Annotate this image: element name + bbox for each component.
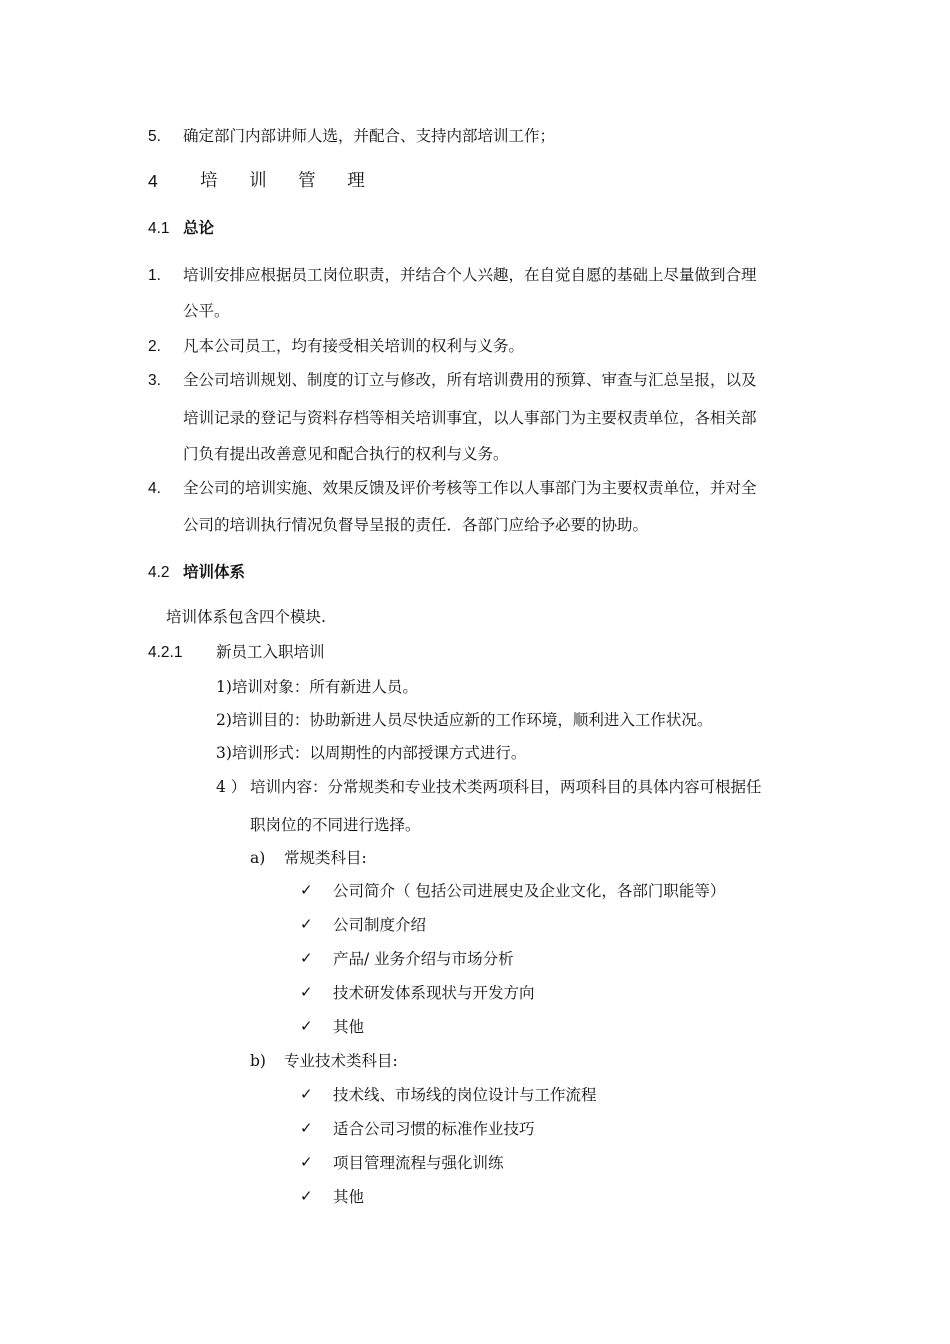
subsection-number: 4.2 — [148, 564, 170, 581]
checklist-item: 项目管理流程与强化训练 — [333, 1154, 504, 1172]
check-icon: ✓ — [300, 1119, 313, 1137]
checklist-item: 适合公司习惯的标准作业技巧 — [333, 1120, 535, 1138]
sublist-title: 专业技术类科目: — [284, 1052, 398, 1070]
subsubsection-number: 4.2.1 — [148, 644, 183, 661]
list-item-text: 3)培训形式：以周期性的内部授课方式进行。 — [216, 744, 527, 762]
list-item-line: 培训记录的登记与资料存档等相关培训事宜，以人事部门为主要权责单位，各相关部 — [183, 409, 757, 427]
list-number: 4 ） — [216, 778, 247, 796]
check-icon: ✓ — [300, 1187, 313, 1205]
list-item-text: 2)培训目的：协助新进人员尽快适应新的工作环境，顺利进入工作状况。 — [216, 711, 713, 729]
section-number: 4 — [148, 171, 158, 191]
list-number: 4. — [148, 480, 161, 497]
list-item-line: 全公司的培训实施、效果反馈及评价考核等工作以人事部门为主要权责单位，并对全 — [183, 479, 757, 497]
check-icon: ✓ — [300, 1153, 313, 1171]
check-icon: ✓ — [300, 983, 313, 1001]
list-item-line: 职岗位的不同进行选择。 — [250, 816, 421, 834]
list-number: 1. — [148, 267, 161, 284]
sublist-title: 常规类科目: — [284, 849, 367, 867]
list-item-line: 公平。 — [183, 302, 230, 320]
checklist-item: 其他 — [333, 1018, 365, 1036]
list-item-line: 门负有提出改善意见和配合执行的权利与义务。 — [183, 445, 509, 463]
checklist-item: 公司简介（ 包括公司进展史及企业文化，各部门职能等） — [333, 882, 726, 900]
subsection-title: 培训体系 — [183, 564, 246, 581]
list-item-line: 培训安排应根据员工岗位职责，并结合个人兴趣，在自觉自愿的基础上尽量做到合理 — [183, 266, 757, 284]
check-icon: ✓ — [300, 1017, 313, 1035]
checklist-item: 技术研发体系现状与开发方向 — [333, 984, 535, 1002]
section-title: 培 训 管 理 — [200, 171, 378, 191]
list-item-text: 确定部门内部讲师人选，并配合、支持内部培训工作； — [183, 127, 556, 145]
sublist-label: a) — [250, 849, 266, 867]
list-number: 3. — [148, 372, 161, 389]
checklist-item: 其他 — [333, 1188, 365, 1206]
list-number: 5. — [148, 128, 161, 145]
list-item-line: 全公司培训规划、制度的订立与修改，所有培训费用的预算、审查与汇总呈报，以及 — [183, 371, 757, 389]
list-item-line: 公司的培训执行情况负督导呈报的责任．各部门应给予必要的协助。 — [183, 516, 649, 534]
check-icon: ✓ — [300, 1085, 313, 1103]
check-icon: ✓ — [300, 881, 313, 899]
subsection-title: 总论 — [183, 220, 215, 237]
sublist-label: b) — [250, 1052, 266, 1070]
paragraph: 培训体系包含四个模块. — [166, 608, 326, 626]
list-item-text: 1)培训对象：所有新进人员。 — [216, 678, 418, 696]
subsection-number: 4.1 — [148, 220, 170, 237]
check-icon: ✓ — [300, 915, 313, 933]
checklist-item: 产品/ 业务介绍与市场分析 — [333, 950, 514, 968]
checklist-item: 公司制度介绍 — [333, 916, 427, 934]
list-item-line: 培训内容：分常规类和专业技术类两项科目，两项科目的具体内容可根据任 — [250, 778, 762, 796]
check-icon: ✓ — [300, 949, 313, 967]
checklist-item: 技术线、市场线的岗位设计与工作流程 — [333, 1086, 597, 1104]
list-item-line: 凡本公司员工，均有接受相关培训的权利与义务。 — [183, 337, 525, 355]
subsubsection-title: 新员工入职培训 — [216, 643, 325, 661]
list-number: 2. — [148, 338, 161, 355]
